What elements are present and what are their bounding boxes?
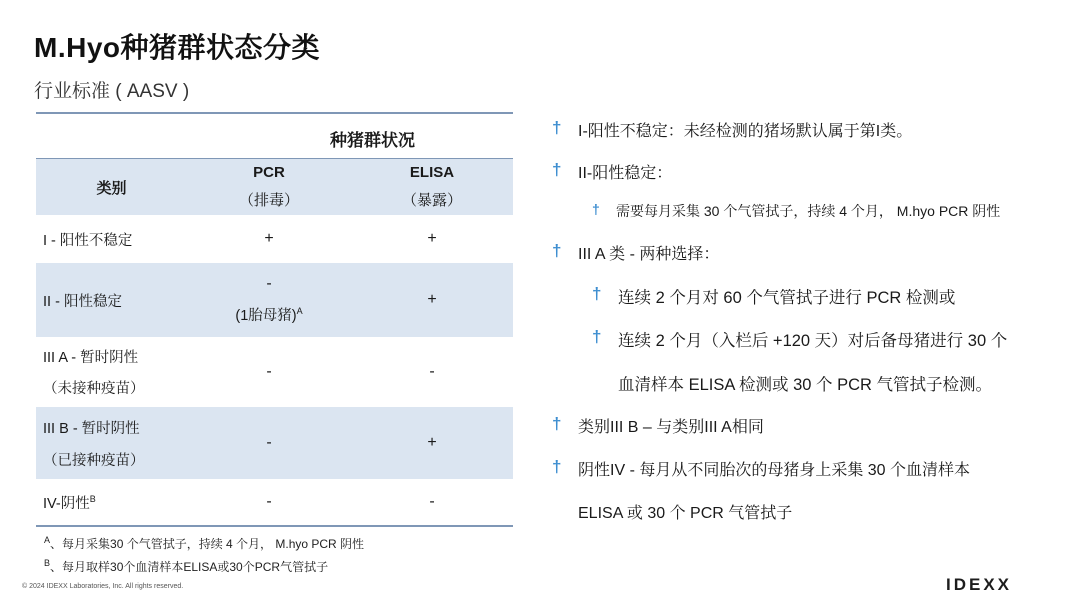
table-row (36, 407, 513, 479)
sub-bullet-item (592, 284, 955, 308)
dagger-icon: † (592, 201, 600, 217)
bullet-text: I-阳性不稳定：未经检测的猪场默认属于第I类。 (578, 123, 913, 140)
row-category: IV-阴性$^B$ (43, 493, 96, 512)
table-row (36, 215, 513, 263)
header-pcr-sub: （排毒） (238, 192, 299, 209)
bullet-item (552, 457, 970, 480)
dagger-icon: † (552, 160, 562, 179)
bullet-text: 连续 2 个月（入栏后 +120 天）对后备母猪进行 30 个 (618, 332, 1008, 350)
row-category-sub: （已接种疫苗） (43, 452, 145, 469)
header-elisa (351, 159, 513, 215)
row-elisa: + (427, 291, 437, 308)
row-elisa: + (427, 434, 437, 451)
page-title: M.Hyo种猪群状态分类 (34, 32, 321, 63)
row-category (36, 337, 187, 407)
row-pcr: + (264, 230, 274, 247)
dagger-icon: † (552, 414, 562, 433)
row-elisa: - (429, 493, 435, 510)
row-category: I - 阳性不稳定 (43, 232, 133, 249)
dagger-icon: † (592, 327, 602, 346)
table-bottom-rule (36, 525, 513, 527)
header-category: 类别 (96, 179, 127, 197)
row-pcr-note: (1胎母猪)$^A$ (235, 306, 303, 325)
bullet-text: 血清样本 ELISA 检测或 30 个 PCR 气管拭子检测。 (618, 376, 993, 394)
table-header-row (36, 159, 513, 215)
dagger-icon: † (592, 284, 602, 303)
table-row (36, 337, 513, 407)
footnote-b: $^B$、每月取样30个血清样本ELISA或30个PCR气管拭子 (44, 558, 329, 574)
table-row (36, 263, 513, 337)
bullet-item (552, 241, 719, 264)
bullet-text: 需要每月采集 30 个气管拭子，持续 4 个月， M.hyo PCR 阴性 (616, 203, 1001, 219)
dagger-icon: † (552, 457, 562, 476)
dagger-icon: † (552, 118, 562, 137)
bullet-item (552, 414, 764, 437)
bullet-item (552, 118, 912, 141)
row-category-label: III B - 暂时阴性 (43, 420, 140, 437)
status-table (36, 112, 513, 527)
sub-bullet-item (592, 327, 1007, 351)
row-elisa: - (429, 363, 435, 380)
bullet-text: II-阳性稳定： (578, 165, 673, 182)
row-pcr: - (266, 363, 272, 380)
table-group-header-row (36, 114, 513, 158)
row-category-label: III A - 暂时阴性 (43, 350, 139, 366)
table-row (36, 479, 513, 525)
row-pcr-value: - (266, 274, 272, 292)
page-subtitle: 行业标准 ( AASV ) (34, 81, 190, 102)
bullet-text: 类别III B – 与类别III A相同 (578, 419, 764, 436)
row-category: II - 阳性稳定 (43, 293, 122, 310)
header-pcr-label: PCR (253, 164, 285, 181)
row-elisa: + (427, 230, 437, 247)
header-elisa-label: ELISA (409, 164, 455, 181)
header-elisa-sub: （暴露） (401, 192, 462, 209)
bullet-continuation (578, 500, 792, 523)
bullet-text: ELISA 或 30 个 PCR 气管拭子 (578, 505, 793, 522)
idexx-logo: IDEXX (946, 575, 1013, 594)
row-pcr (187, 263, 351, 337)
bullet-text: 阴性IV - 每月从不同胎次的母猪身上采集 30 个血清样本 (578, 462, 971, 479)
group-header: 种猪群状况 (330, 131, 415, 150)
bullet-text: III A 类 - 两种选择： (578, 246, 720, 263)
copyright-notice: © 2024 IDEXX Laboratories, Inc. All rights reserved. (22, 583, 184, 590)
footnote-a: $^A$、每月采集30 个气管拭子，持续 4 个月， M.hyo PCR 阴性 (44, 535, 365, 551)
sub-bullet-item (592, 201, 1000, 221)
dagger-icon: † (552, 241, 562, 260)
row-pcr: - (266, 493, 272, 510)
bullet-text: 连续 2 个月对 60 个气管拭子进行 PCR 检测或 (618, 289, 956, 307)
row-pcr: - (266, 434, 272, 451)
bullet-continuation (618, 371, 992, 395)
bullet-item (552, 160, 672, 183)
header-pcr (187, 159, 351, 215)
row-category-sub: （未接种疫苗） (43, 381, 145, 397)
row-category (36, 407, 187, 479)
